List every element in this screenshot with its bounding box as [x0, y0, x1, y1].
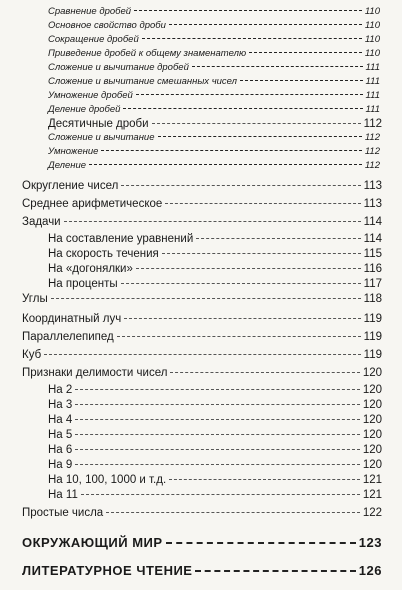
toc-entry: [22, 367, 382, 379]
toc-page-number: 119: [363, 331, 382, 343]
toc-entry: [48, 248, 382, 260]
toc-page-number: 122: [362, 507, 382, 519]
toc-entry: [22, 349, 382, 361]
toc-leader: [117, 336, 361, 337]
toc-entry-title: Десятичные дроби: [48, 118, 149, 130]
toc-entry: [48, 48, 380, 59]
toc-leader: [101, 150, 361, 151]
toc-leader: [121, 185, 360, 186]
toc-entry: [22, 313, 382, 325]
toc-leader: [249, 52, 362, 53]
toc-page-number: 112: [364, 160, 380, 171]
toc-page-number: 111: [365, 90, 380, 101]
toc-page-number: 110: [364, 6, 380, 17]
toc-leader: [123, 108, 362, 109]
toc-leader: [75, 464, 360, 465]
toc-entry-title: Параллелепипед: [22, 331, 114, 343]
toc-leader: [81, 494, 360, 495]
toc-entry: [48, 20, 380, 31]
toc-page-number: 113: [363, 198, 382, 210]
toc-page-number: 113: [363, 180, 382, 192]
toc-page-number: 111: [365, 104, 380, 115]
toc-leader: [195, 570, 355, 572]
toc-leader: [170, 372, 359, 373]
toc-entry-title: Деление: [48, 160, 87, 171]
toc-entry-title: Умножение дробей: [48, 90, 133, 101]
toc-page-number: 120: [362, 367, 382, 379]
toc-page-number: 120: [362, 384, 382, 396]
toc-page-number: 119: [363, 349, 382, 361]
toc-entry: [48, 489, 382, 501]
toc-page-number: 110: [364, 48, 380, 59]
toc-leader: [75, 404, 360, 405]
toc-entry: [22, 216, 382, 228]
toc-leader: [51, 298, 361, 299]
toc-entry-title: На 11: [48, 489, 78, 501]
toc-entry: [48, 263, 382, 275]
toc-leader: [158, 136, 362, 137]
toc-entry: [48, 414, 382, 426]
toc-entry-title: На «догонялки»: [48, 263, 133, 275]
toc-entry-title: На проценты: [48, 278, 118, 290]
toc-entry-title: На 9: [48, 459, 73, 471]
toc-page-number: 114: [363, 216, 382, 228]
toc-entry: [48, 429, 382, 441]
toc-entry: [22, 180, 382, 192]
toc-page-number: 120: [362, 429, 382, 441]
toc-entry: [22, 198, 382, 210]
toc-page-number: 110: [364, 34, 380, 45]
toc-entry: [48, 6, 380, 17]
toc-entry-title: Сложение и вычитание дробей: [48, 62, 189, 73]
toc-entry: [22, 507, 382, 519]
toc-entry: [22, 535, 382, 550]
toc-page-number: 120: [362, 399, 382, 411]
toc-entry-title: Основное свойство дроби: [48, 20, 166, 31]
toc-page-number: 120: [362, 459, 382, 471]
toc-leader: [165, 203, 360, 204]
toc-leader: [124, 318, 360, 319]
toc-entry-title: Простые числа: [22, 507, 104, 519]
toc-entry-title: Умножение: [48, 146, 99, 157]
toc-entry-title: Задачи: [22, 216, 61, 228]
toc-leader: [162, 253, 361, 254]
toc-page-number: 112: [363, 118, 382, 130]
toc-leader: [136, 94, 363, 95]
toc-page-number: 115: [363, 248, 382, 260]
toc-entry: [48, 459, 382, 471]
toc-entry-title: Куб: [22, 349, 42, 361]
toc-leader: [75, 389, 360, 390]
toc-entry-title: Округление чисел: [22, 180, 119, 192]
toc-entry: [22, 293, 382, 305]
toc-leader: [134, 10, 362, 11]
toc-entry-title: Приведение дробей к общему знаменателю: [48, 48, 247, 59]
toc-leader: [75, 449, 360, 450]
toc-page-number: 110: [364, 20, 380, 31]
toc-entry: [22, 331, 382, 343]
toc-leader: [142, 38, 362, 39]
toc-leader: [192, 66, 363, 67]
toc-leader: [44, 354, 360, 355]
toc-entry: [48, 34, 380, 45]
toc-leader: [152, 123, 361, 124]
toc-entry-title: Сложение и вычитание: [48, 132, 155, 143]
toc-entry-title: Среднее арифметическое: [22, 198, 163, 210]
toc-page-number: 123: [358, 535, 382, 550]
toc-entry: [48, 399, 382, 411]
toc-leader: [169, 479, 360, 480]
toc-leader: [106, 512, 360, 513]
toc-entry-title: Координатный луч: [22, 313, 122, 325]
toc-entry-title: На 3: [48, 399, 73, 411]
toc-leader: [196, 238, 360, 239]
toc-entry: [48, 474, 382, 486]
toc-entry-title: Сравнение дробей: [48, 6, 132, 17]
toc-leader: [89, 164, 362, 165]
toc-page-number: 119: [363, 313, 382, 325]
toc-leader: [240, 80, 363, 81]
toc-page-number: 112: [364, 132, 380, 143]
toc-entry-title: На 4: [48, 414, 73, 426]
toc-entry-title: Сложение и вычитание смешанных чисел: [48, 76, 237, 87]
toc-entry: [48, 278, 382, 290]
toc-page-number: 118: [363, 293, 382, 305]
toc-page-number: 121: [362, 489, 382, 501]
toc-entry-title: На 5: [48, 429, 73, 441]
toc-entry-title: Углы: [22, 293, 48, 305]
toc-page-number: 117: [363, 278, 382, 290]
toc-entry: [22, 563, 382, 578]
toc-entry: [48, 132, 380, 143]
toc-entry: [48, 384, 382, 396]
toc-page-number: 116: [363, 263, 382, 275]
toc-leader: [169, 24, 362, 25]
toc-entry-title: На скорость течения: [48, 248, 159, 260]
toc-entry-title: На 2: [48, 384, 73, 396]
toc-entry: [48, 62, 380, 73]
toc-entry-title: Сокращение дробей: [48, 34, 139, 45]
toc-entry: [48, 233, 382, 245]
toc-page-number: 120: [362, 444, 382, 456]
toc-leader: [136, 268, 361, 269]
toc-entry-title: Деление дробей: [48, 104, 121, 115]
toc-entry-title: На 10, 100, 1000 и т.д.: [48, 474, 167, 486]
toc-page-number: 120: [362, 414, 382, 426]
toc-entry: [48, 444, 382, 456]
toc-entry: [48, 76, 380, 87]
toc-leader: [75, 419, 360, 420]
toc-entry-title: ОКРУЖАЮЩИЙ МИР: [22, 535, 163, 550]
toc-page-number: 121: [362, 474, 382, 486]
toc-page-number: 126: [358, 563, 382, 578]
toc-entry: [48, 146, 380, 157]
toc-entry-title: На составление уравнений: [48, 233, 194, 245]
toc-page-number: 111: [365, 62, 380, 73]
toc-entry-title: ЛИТЕРАТУРНОЕ ЧТЕНИЕ: [22, 563, 193, 578]
toc-leader: [64, 221, 361, 222]
toc-entry: [48, 90, 380, 101]
toc-page-number: 112: [364, 146, 380, 157]
toc-entry: [48, 160, 380, 171]
toc-page-number: 114: [363, 233, 382, 245]
toc-leader: [121, 283, 361, 284]
toc-entry-title: На 6: [48, 444, 73, 456]
toc-entry-title: Признаки делимости чисел: [22, 367, 168, 379]
toc-entry: [48, 104, 380, 115]
toc-leader: [75, 434, 360, 435]
toc-entry: [48, 118, 382, 130]
toc-page-number: 111: [365, 76, 380, 87]
toc-leader: [166, 542, 356, 544]
